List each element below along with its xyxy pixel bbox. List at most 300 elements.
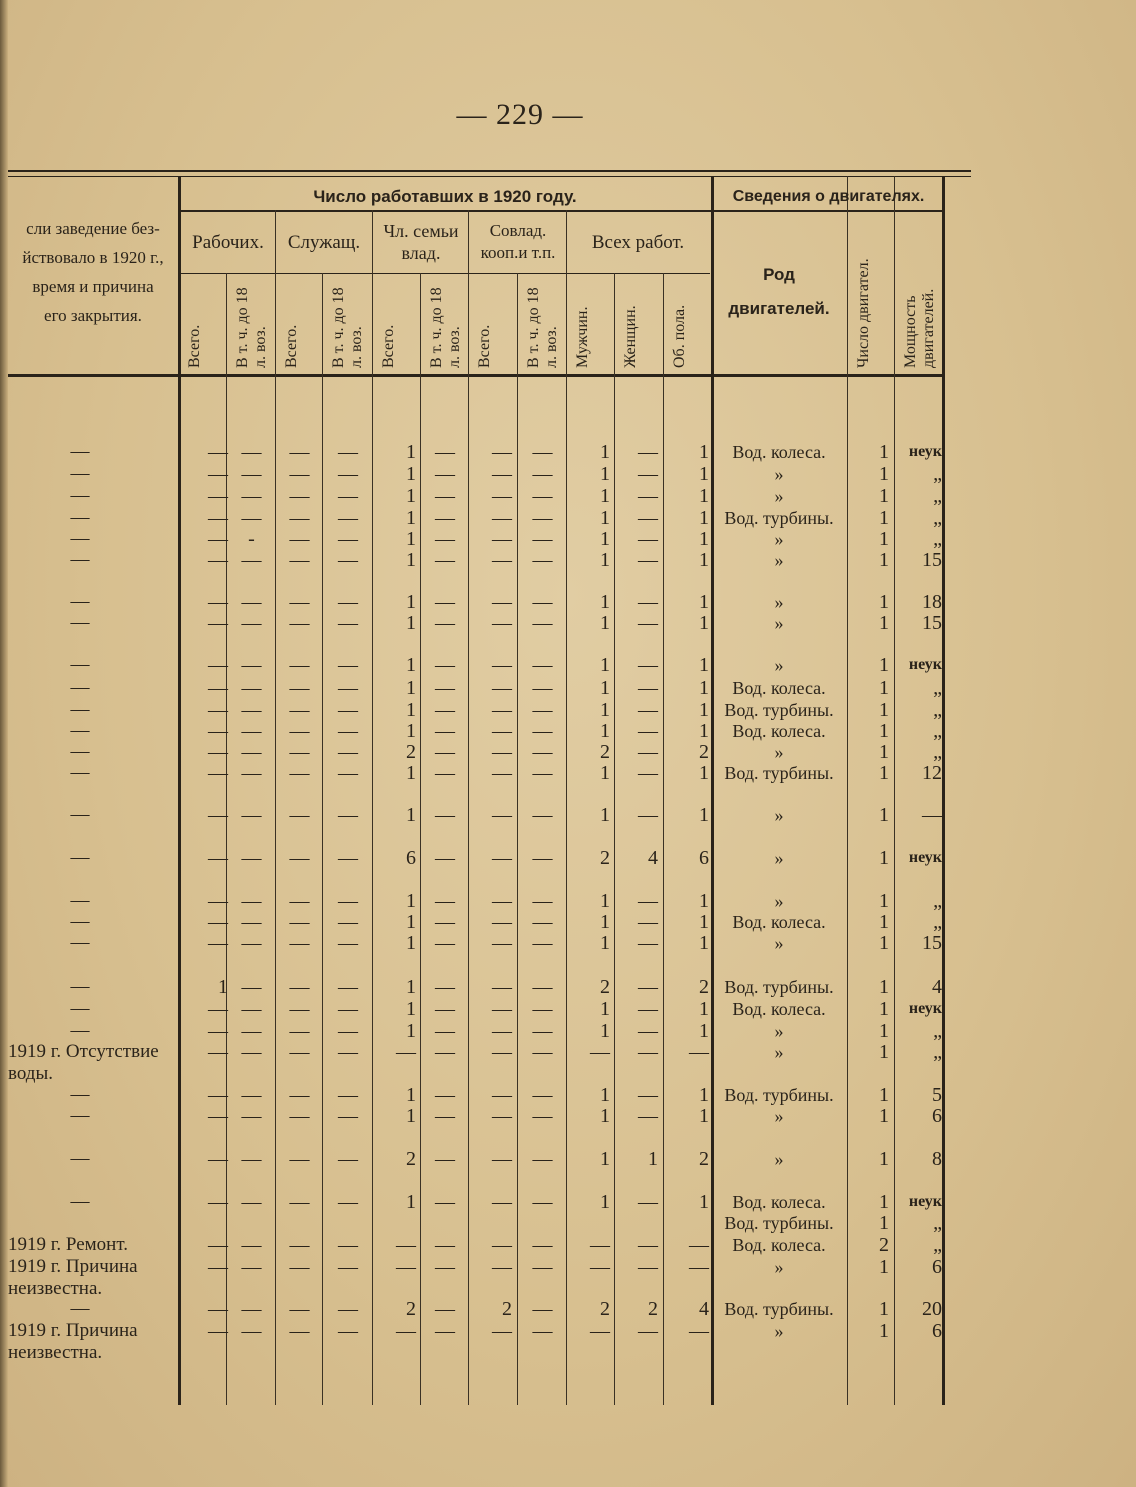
cell-c: — xyxy=(492,699,512,721)
cell-p: — xyxy=(922,804,942,826)
cell-p: неук xyxy=(908,1000,942,1017)
cell-n: 1 xyxy=(879,890,889,912)
cell-w: — xyxy=(208,741,228,763)
cell-n: 1 xyxy=(879,612,889,634)
cell-wo: — xyxy=(638,762,658,784)
cell-cu: — xyxy=(532,1256,553,1278)
cell-cu: — xyxy=(532,804,553,826)
cell-wu: — xyxy=(241,549,262,571)
closure-note: — xyxy=(70,507,90,528)
cell-cu: — xyxy=(532,1298,553,1320)
cell-w: — xyxy=(208,720,228,742)
cell-fu: — xyxy=(435,998,455,1020)
cell-w: — xyxy=(208,549,228,571)
cell-c: — xyxy=(492,1084,512,1106)
cell-s: — xyxy=(289,1191,310,1213)
cell-m: 1 xyxy=(600,591,610,613)
header-bottom-rule xyxy=(8,374,945,377)
cell-c: — xyxy=(492,762,512,784)
cell-p: 15 xyxy=(922,612,942,634)
cell-s: — xyxy=(289,654,310,676)
engines-info-heading: Сведения о двигателях. xyxy=(732,188,925,205)
cell-fu: — xyxy=(435,1234,455,1256)
cell-su: — xyxy=(338,1320,358,1342)
cell-m: 1 xyxy=(600,441,610,463)
closure-note: 1919 г. Ремонт. xyxy=(8,1234,128,1255)
cell-b: 1 xyxy=(699,654,709,676)
cell-w: — xyxy=(208,847,228,869)
cell-c: — xyxy=(492,1105,512,1127)
cell-b: — xyxy=(689,1320,709,1342)
closure-note: — xyxy=(70,677,90,698)
cell-m: 1 xyxy=(600,911,610,933)
cell-b: — xyxy=(689,1041,709,1063)
cell-b: 1 xyxy=(699,911,709,933)
cell-m: 1 xyxy=(600,612,610,634)
column-heading-vertical: Женщин. xyxy=(622,305,639,368)
cell-c: — xyxy=(492,677,512,699)
cell-type: Вод. турбины. xyxy=(724,700,834,720)
cell-p: 15 xyxy=(922,932,942,954)
cell-type: Вод. колеса. xyxy=(732,442,826,462)
cell-fu: — xyxy=(435,677,455,699)
cell-cu: — xyxy=(532,976,553,998)
cell-cu: — xyxy=(532,1041,553,1063)
cell-wu: — xyxy=(241,1320,262,1342)
cell-wu: — xyxy=(241,1191,262,1213)
cell-wo: — xyxy=(638,1041,658,1063)
cell-m: 2 xyxy=(600,1298,610,1320)
cell-b: 1 xyxy=(699,804,709,826)
column-heading-vertical: Всего. xyxy=(186,324,203,368)
closure-note: — xyxy=(70,911,90,932)
cell-cu: — xyxy=(532,1105,553,1127)
cell-n: 1 xyxy=(879,1020,889,1042)
cell-wu: — xyxy=(241,890,262,912)
cell-b: 1 xyxy=(699,1105,709,1127)
cell-m: — xyxy=(590,1256,610,1278)
cell-w: — xyxy=(208,1234,228,1256)
cell-s: — xyxy=(289,441,310,463)
cell-wu: — xyxy=(241,612,262,634)
page-number: — 229 — xyxy=(456,98,584,131)
cell-type: Вод. колеса. xyxy=(732,1235,826,1255)
cell-cu: — xyxy=(532,932,553,954)
cell-type: Вод. колеса. xyxy=(732,912,826,932)
cell-s: — xyxy=(289,998,310,1020)
cell-p: „ xyxy=(933,463,942,485)
closure-note: — xyxy=(70,847,90,868)
cell-f: 1 xyxy=(406,612,416,634)
cell-su: — xyxy=(338,441,358,463)
cell-type: Вод. колеса. xyxy=(732,678,826,698)
cell-cu: — xyxy=(532,1020,553,1042)
cell-n: 1 xyxy=(879,485,889,507)
cell-n: 1 xyxy=(879,741,889,763)
cell-s: — xyxy=(289,528,310,550)
cell-wu: — xyxy=(241,741,262,763)
cell-c: — xyxy=(492,1256,512,1278)
cell-wo: — xyxy=(638,1105,658,1127)
cell-type: » xyxy=(774,891,784,911)
cell-su: — xyxy=(338,762,358,784)
cell-n: 1 xyxy=(879,1084,889,1106)
cell-m: 1 xyxy=(600,507,610,529)
group-family: Чл. семьи влад. xyxy=(383,221,459,263)
cell-cu: — xyxy=(532,654,553,676)
cell-p: „ xyxy=(933,677,942,699)
cell-p: неук xyxy=(908,1193,942,1210)
cell-n: 1 xyxy=(879,976,889,998)
cell-fu: — xyxy=(435,1298,455,1320)
cell-m: 1 xyxy=(600,654,610,676)
closure-note: — xyxy=(70,591,90,612)
cell-su: — xyxy=(338,741,358,763)
cell-p: 12 xyxy=(922,762,942,784)
cell-n: 1 xyxy=(879,804,889,826)
cell-p: „ xyxy=(933,1020,942,1042)
cell-s: — xyxy=(289,1148,310,1170)
cell-fu: — xyxy=(435,699,455,721)
cell-wu: — xyxy=(241,1041,262,1063)
cell-s: — xyxy=(289,677,310,699)
cell-c: — xyxy=(492,847,512,869)
cell-w: — xyxy=(208,1191,228,1213)
cell-cu: — xyxy=(532,528,553,550)
cell-b: 1 xyxy=(699,677,709,699)
cell-cu: — xyxy=(532,1320,553,1342)
closure-note: — xyxy=(70,741,90,762)
cell-su: — xyxy=(338,549,358,571)
cell-s: — xyxy=(289,1256,310,1278)
cell-n: 1 xyxy=(879,1212,889,1234)
cell-c: — xyxy=(492,720,512,742)
cell-wu: — xyxy=(241,485,262,507)
cell-wo: — xyxy=(638,677,658,699)
cell-su: — xyxy=(338,1191,358,1213)
cell-c: — xyxy=(492,654,512,676)
cell-m: 1 xyxy=(600,463,610,485)
column-rule xyxy=(178,176,181,1405)
cell-b: 1 xyxy=(699,528,709,550)
cell-f: 1 xyxy=(406,507,416,529)
cell-s: — xyxy=(289,932,310,954)
column-rule xyxy=(517,273,518,1405)
cell-m: 1 xyxy=(600,720,610,742)
cell-su: — xyxy=(338,1234,358,1256)
cell-w: — xyxy=(208,441,228,463)
cell-w: — xyxy=(208,1320,228,1342)
cell-s: — xyxy=(289,720,310,742)
cell-b: 1 xyxy=(699,441,709,463)
cell-wu: — xyxy=(241,1234,262,1256)
cell-wo: — xyxy=(638,1320,658,1342)
cell-m: — xyxy=(590,1234,610,1256)
column-heading-vertical: Мужчин. xyxy=(574,306,591,368)
cell-cu: — xyxy=(532,485,553,507)
cell-c: — xyxy=(492,612,512,634)
cell-m: 2 xyxy=(600,976,610,998)
cell-fu: — xyxy=(435,1105,455,1127)
cell-f: 1 xyxy=(406,1020,416,1042)
cell-m: 2 xyxy=(600,741,610,763)
cell-fu: — xyxy=(435,741,455,763)
cell-wo: — xyxy=(638,528,658,550)
cell-n: 1 xyxy=(879,441,889,463)
cell-fu: — xyxy=(435,1256,455,1278)
cell-wu: - xyxy=(248,528,255,550)
cell-wo: — xyxy=(638,549,658,571)
cell-c: — xyxy=(492,976,512,998)
cell-f: 1 xyxy=(406,654,416,676)
column-heading-vertical: Об. пола. xyxy=(671,304,688,368)
closure-note: — xyxy=(70,1105,90,1126)
cell-w: — xyxy=(208,932,228,954)
closure-note: 1919 г. Отсутствие xyxy=(8,1041,159,1062)
cell-wo: — xyxy=(638,654,658,676)
cell-m: — xyxy=(590,1320,610,1342)
cell-n: 2 xyxy=(879,1234,889,1256)
group-coowners: Совлад. кооп.и т.п. xyxy=(480,221,556,262)
cell-f: 1 xyxy=(406,528,416,550)
cell-c: — xyxy=(492,507,512,529)
cell-w: — xyxy=(208,1298,228,1320)
cell-p: „ xyxy=(933,890,942,912)
cell-su: — xyxy=(338,528,358,550)
cell-b: 2 xyxy=(699,741,709,763)
workers-1920-heading: Число работавших в 1920 году. xyxy=(313,187,577,206)
cell-cu: — xyxy=(532,1234,553,1256)
cell-b: 1 xyxy=(699,549,709,571)
cell-cu: — xyxy=(532,1148,553,1170)
cell-s: — xyxy=(289,1234,310,1256)
cell-c: — xyxy=(492,804,512,826)
cell-s: — xyxy=(289,1320,310,1342)
cell-su: — xyxy=(338,612,358,634)
cell-f: 1 xyxy=(406,890,416,912)
column-rule xyxy=(894,176,895,1405)
cell-s: — xyxy=(289,804,310,826)
cell-cu: — xyxy=(532,998,553,1020)
cell-b: 1 xyxy=(699,591,709,613)
cell-c: — xyxy=(492,549,512,571)
left-heading-line-3: время и причина xyxy=(32,277,154,296)
cell-cu: — xyxy=(532,507,553,529)
cell-type: » xyxy=(774,550,784,570)
cell-s: — xyxy=(289,463,310,485)
cell-su: — xyxy=(338,463,358,485)
cell-s: — xyxy=(289,485,310,507)
cell-m: 2 xyxy=(600,847,610,869)
cell-su: — xyxy=(338,1084,358,1106)
cell-s: — xyxy=(289,1041,310,1063)
cell-m: 1 xyxy=(600,677,610,699)
cell-c: — xyxy=(492,1320,512,1342)
cell-fu: — xyxy=(435,507,455,529)
cell-w: — xyxy=(208,677,228,699)
cell-f: 1 xyxy=(406,932,416,954)
cell-type: Вод. турбины. xyxy=(724,1299,834,1319)
cell-p: „ xyxy=(933,720,942,742)
cell-wo: — xyxy=(638,699,658,721)
cell-fu: — xyxy=(435,528,455,550)
cell-c: — xyxy=(492,1191,512,1213)
closure-note: — xyxy=(70,762,90,783)
cell-m: 1 xyxy=(600,762,610,784)
cell-wo: 4 xyxy=(648,847,658,869)
cell-s: — xyxy=(289,890,310,912)
cell-n: 1 xyxy=(879,1041,889,1063)
column-rule xyxy=(566,210,567,1405)
cell-p: 8 xyxy=(932,1148,942,1170)
column-heading-vertical: Всего. xyxy=(476,324,493,368)
cell-wu: — xyxy=(241,441,262,463)
cell-m: 1 xyxy=(600,699,610,721)
header-rule-1 xyxy=(180,210,945,212)
cell-b: 1 xyxy=(699,699,709,721)
cell-cu: — xyxy=(532,612,553,634)
cell-f: 1 xyxy=(406,911,416,933)
cell-m: 1 xyxy=(600,528,610,550)
cell-m: 1 xyxy=(600,998,610,1020)
cell-su: — xyxy=(338,485,358,507)
cell-wu: — xyxy=(241,1020,262,1042)
cell-wu: — xyxy=(241,976,262,998)
cell-wu: — xyxy=(241,720,262,742)
cell-n: 1 xyxy=(879,1148,889,1170)
cell-wu: — xyxy=(241,1084,262,1106)
cell-wo: — xyxy=(638,804,658,826)
left-heading-line-2: йствовало в 1920 г., xyxy=(22,248,164,267)
cell-p: „ xyxy=(933,911,942,933)
cell-b: 1 xyxy=(699,932,709,954)
column-rule xyxy=(275,210,276,1405)
cell-p: 18 xyxy=(922,591,942,613)
cell-cu: — xyxy=(532,762,553,784)
cell-f: 1 xyxy=(406,720,416,742)
cell-p: 5 xyxy=(932,1084,942,1106)
cell-n: 1 xyxy=(879,1191,889,1213)
cell-f: 1 xyxy=(406,1191,416,1213)
cell-type: Вод. колеса. xyxy=(732,1192,826,1212)
cell-w: — xyxy=(208,1041,228,1063)
cell-p: „ xyxy=(933,699,942,721)
cell-s: — xyxy=(289,762,310,784)
cell-w: — xyxy=(208,1020,228,1042)
cell-c: — xyxy=(492,591,512,613)
left-column-heading xyxy=(8,214,178,330)
closure-note: — xyxy=(70,549,90,570)
cell-type: » xyxy=(774,1321,784,1341)
cell-f: 1 xyxy=(406,762,416,784)
cell-c: — xyxy=(492,1041,512,1063)
cell-wo: — xyxy=(638,591,658,613)
cell-m: 1 xyxy=(600,804,610,826)
cell-f: 1 xyxy=(406,976,416,998)
cell-fu: — xyxy=(435,463,455,485)
closure-note: — xyxy=(70,612,90,633)
cell-type: Вод. турбины. xyxy=(724,763,834,783)
cell-wu: — xyxy=(241,847,262,869)
cell-b: 4 xyxy=(699,1298,709,1320)
cell-s: — xyxy=(289,976,310,998)
cell-m: 1 xyxy=(600,549,610,571)
cell-wu: — xyxy=(241,677,262,699)
cell-type: » xyxy=(774,805,784,825)
cell-s: — xyxy=(289,1105,310,1127)
closure-note: 1919 г. Причина xyxy=(8,1256,138,1277)
cell-m: 1 xyxy=(600,1148,610,1170)
cell-fu: — xyxy=(435,976,455,998)
cell-su: — xyxy=(338,720,358,742)
cell-p: 4 xyxy=(932,976,942,998)
cell-fu: — xyxy=(435,932,455,954)
cell-su: — xyxy=(338,654,358,676)
cell-f: 1 xyxy=(406,804,416,826)
cell-su: — xyxy=(338,507,358,529)
cell-w: — xyxy=(208,654,228,676)
cell-n: 1 xyxy=(879,932,889,954)
cell-c: — xyxy=(492,441,512,463)
cell-su: — xyxy=(338,699,358,721)
cell-s: — xyxy=(289,699,310,721)
cell-p: неук xyxy=(908,849,942,866)
cell-type: » xyxy=(774,848,784,868)
cell-p: 6 xyxy=(932,1320,942,1342)
closure-note: — xyxy=(70,890,90,911)
cell-wo: — xyxy=(638,932,658,954)
cell-fu: — xyxy=(435,1320,455,1342)
closure-note: — xyxy=(70,720,90,741)
cell-n: 1 xyxy=(879,762,889,784)
column-heading-vertical: Мощность двигателей. xyxy=(902,288,937,368)
cell-c: 2 xyxy=(502,1298,512,1320)
cell-b: 1 xyxy=(699,1084,709,1106)
cell-n: 1 xyxy=(879,549,889,571)
cell-c: — xyxy=(492,890,512,912)
cell-n: 1 xyxy=(879,720,889,742)
column-rule xyxy=(847,176,848,1405)
cell-c: — xyxy=(492,528,512,550)
closure-note: — xyxy=(70,1148,90,1169)
cell-type: » xyxy=(774,1257,784,1277)
cell-b: — xyxy=(689,1234,709,1256)
cell-fu: — xyxy=(435,890,455,912)
cell-n: 1 xyxy=(879,677,889,699)
cell-wu: — xyxy=(241,591,262,613)
closure-note: 1919 г. Причина xyxy=(8,1320,138,1341)
cell-p: неук xyxy=(908,443,942,460)
cell-w: — xyxy=(208,1148,228,1170)
cell-n: 1 xyxy=(879,507,889,529)
cell-type: » xyxy=(774,464,784,484)
closure-note: — xyxy=(70,932,90,953)
group-employees: Служащ. xyxy=(287,232,361,253)
cell-p: неук xyxy=(908,656,942,673)
cell-fu: — xyxy=(435,1191,455,1213)
cell-wo: 1 xyxy=(648,1148,658,1170)
cell-type: Вод. турбины. xyxy=(724,977,834,997)
cell-su: — xyxy=(338,1148,358,1170)
header-rule-2 xyxy=(180,273,710,274)
cell-su: — xyxy=(338,976,358,998)
cell-wu: — xyxy=(241,998,262,1020)
cell-type: Вод. колеса. xyxy=(732,999,826,1019)
cell-c: — xyxy=(492,911,512,933)
cell-p: „ xyxy=(933,507,942,529)
cell-type: Вод. турбины. xyxy=(724,1213,834,1233)
column-rule xyxy=(468,210,469,1405)
